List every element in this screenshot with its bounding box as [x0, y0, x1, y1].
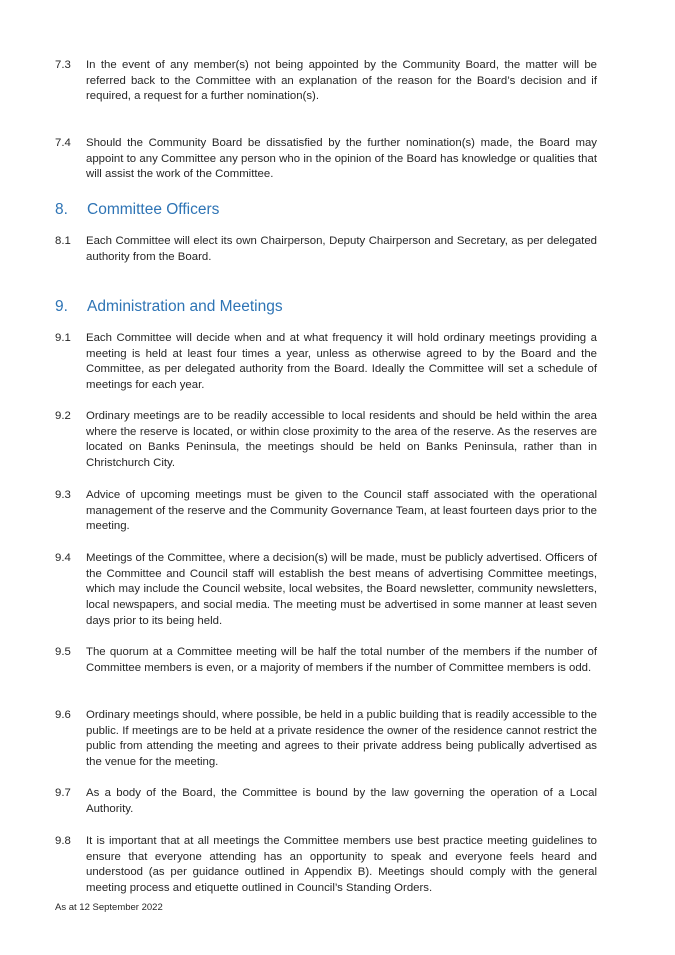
- heading-title: Administration and Meetings: [87, 298, 283, 315]
- clause-number: 9.6: [55, 709, 71, 721]
- clause-9-7: [55, 786, 597, 817]
- clause-9-2: [55, 409, 597, 472]
- clause-text: Should the Community Board be dissatisfied by the further nomination(s) made, the Board may appoint to any Committee any person who in the opinion of the Board has knowledge or qualities that will assist the work of the Committee.: [86, 137, 597, 181]
- clause-9-4: [55, 551, 597, 630]
- clause-number: 9.5: [55, 646, 71, 658]
- page-footer-date: As at 12 September 2022: [55, 902, 163, 913]
- clause-7-4: [55, 136, 597, 183]
- clause-number: 9.8: [55, 835, 71, 847]
- clause-text: It is important that at all meetings the Committee members use best practice meeting guidelines to ensure that everyone attending has an opportunity to speak and everyone feels heard and understood (as per guidance outlined in Appendix B). Meetings should comply with the general meeting process and etiquette outlined in Council’s Standing Orders.: [86, 835, 597, 895]
- clause-number: 9.7: [55, 787, 71, 799]
- clause-text: Ordinary meetings are to be readily accessible to local residents and should be held within the area where the reserve is located, or within close proximity to the area of the reserve. As the reserves are located on Banks Peninsula, the meetings should be held on Banks Peninsula, rather than in Christchurch City.: [86, 410, 597, 470]
- section-heading-committee-officers: [55, 200, 219, 220]
- clause-8-1: [55, 234, 597, 265]
- clause-number: 7.3: [55, 59, 71, 71]
- heading-number: 9.: [55, 298, 68, 315]
- clause-7-3: [55, 58, 597, 105]
- clause-text: Advice of upcoming meetings must be given to the Council staff associated with the operational management of the reserve and the Community Governance Team, at least fourteen days prior to the meeting.: [86, 489, 597, 533]
- clause-text: Each Committee will elect its own Chairperson, Deputy Chairperson and Secretary, as per delegated authority from the Board.: [86, 235, 597, 263]
- clause-text: The quorum at a Committee meeting will be half the total number of the members if the number of Committee members is even, or a majority of members if the number of Committee members is odd.: [86, 646, 597, 674]
- clause-text: Meetings of the Committee, where a decision(s) will be made, must be publicly advertised. Officers of the Committee and Council staff will establish the best means of advertising Committee meetings, which may include the Council website, local websites, the Board newsletter, community newsletters, local newspapers, and social media. The meeting must be advertised in some manner at least seven days prior to its being held.: [86, 552, 597, 627]
- clause-9-5: [55, 645, 597, 676]
- clause-number: 9.2: [55, 410, 71, 422]
- clause-number: 9.3: [55, 489, 71, 501]
- clause-number: 8.1: [55, 235, 71, 247]
- heading-title: Committee Officers: [87, 201, 220, 218]
- clause-text: In the event of any member(s) not being appointed by the Community Board, the matter will be referred back to the Committee with an explanation of the reason for the Board’s decision and if required, a request for a further nomination(s).: [86, 59, 597, 103]
- heading-number: 8.: [55, 201, 68, 218]
- clause-text: Ordinary meetings should, where possible, be held in a public building that is readily accessible to the public. If meetings are to be held at a private residence the owner of the residence cannot restrict the public from attending the meeting and agrees to their private address being publically advertised as the venue for the meeting.: [86, 709, 597, 769]
- clause-number: 9.1: [55, 332, 71, 344]
- clause-9-1: [55, 331, 597, 394]
- section-heading-administration-and-meetings: [55, 297, 283, 317]
- clause-9-8: [55, 834, 597, 897]
- clause-text: Each Committee will decide when and at what frequency it will hold ordinary meetings providing a meeting is held at least four times a year, unless as otherwise agreed to by the Board and the Committee, as per delegated authority from the Board. Ideally the Committee will set a schedule of meetings for each year.: [86, 332, 597, 392]
- clause-number: 9.4: [55, 552, 71, 564]
- clause-9-6: [55, 708, 597, 771]
- clause-text: As a body of the Board, the Committee is bound by the law governing the operation of a Local Authority.: [86, 787, 597, 815]
- clause-9-3: [55, 488, 597, 535]
- clause-number: 7.4: [55, 137, 71, 149]
